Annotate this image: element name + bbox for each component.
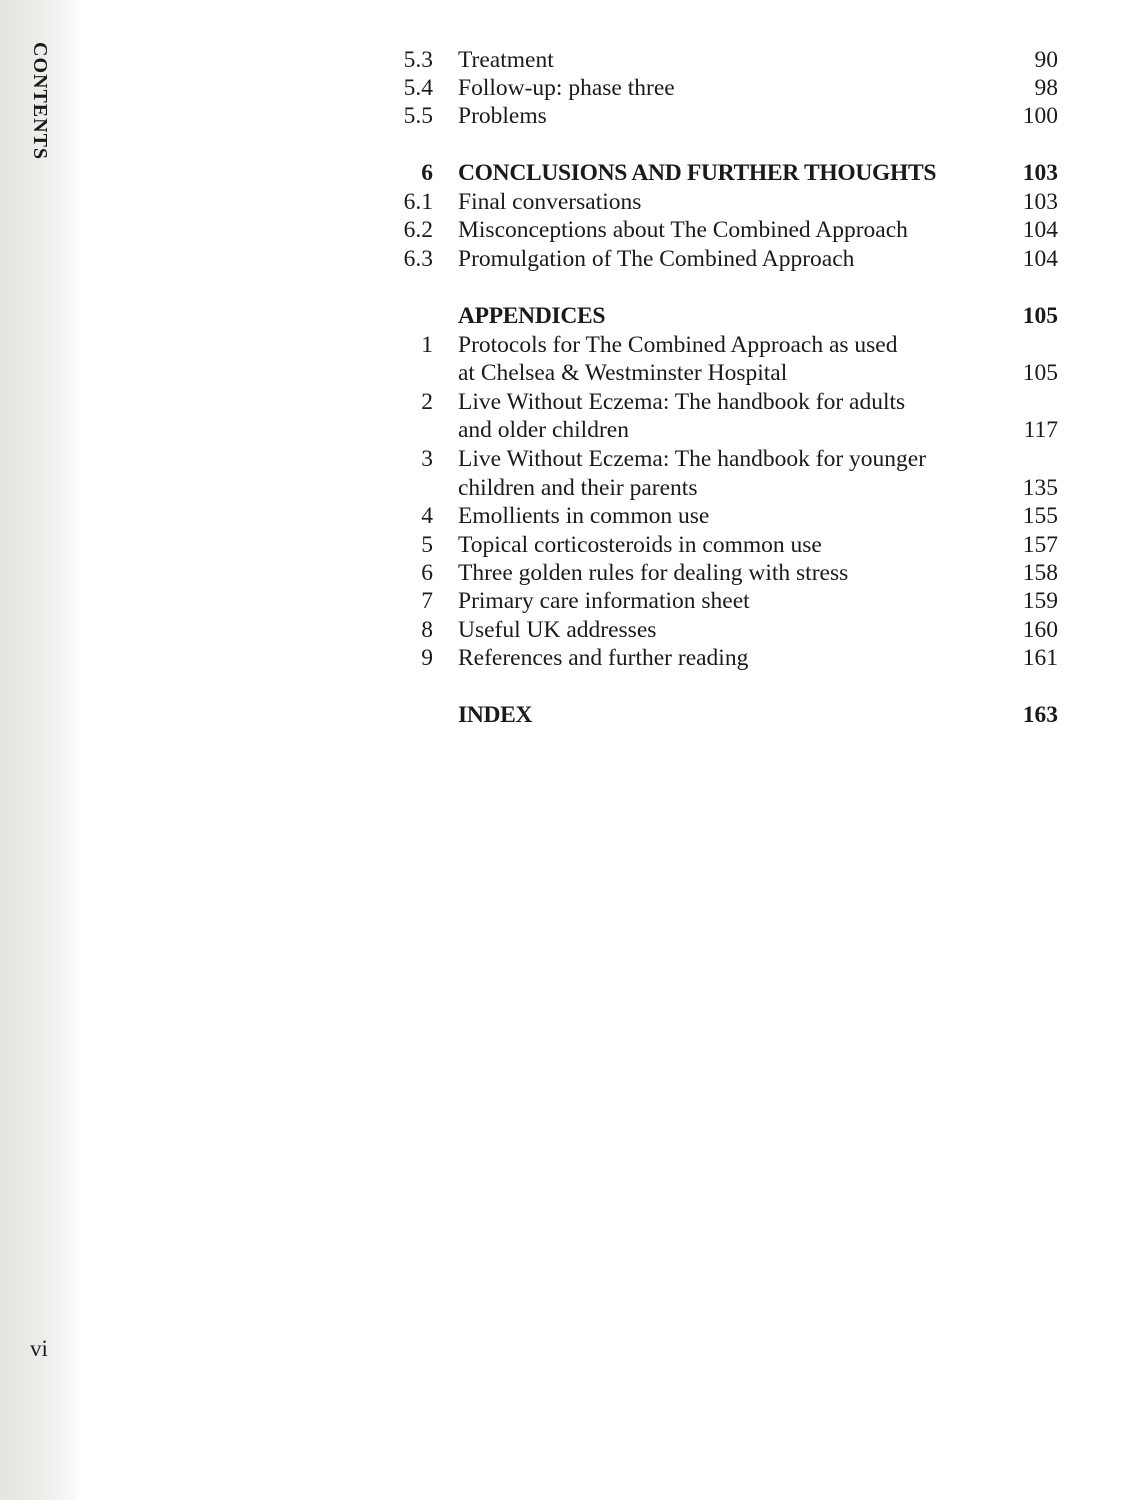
toc-entry-title-line2: at Chelsea & Westminster Hospital (458, 360, 788, 386)
toc-entry-title: Promulgation of The Combined Approach (458, 246, 855, 272)
toc-entry-page: 104 (1022, 246, 1058, 272)
toc-entry-title: Treatment (458, 47, 554, 73)
toc-entry-page: 159 (1022, 588, 1058, 614)
toc-entry-title: Final conversations (458, 189, 642, 215)
toc-entry-page: 155 (1022, 503, 1058, 529)
toc-chapter-page: 105 (1022, 303, 1058, 329)
toc-chapter-number: 6 (421, 160, 433, 186)
page-number: vi (30, 1336, 48, 1361)
running-head: CONTENTS (29, 42, 51, 161)
toc-entry-number: 9 (421, 645, 433, 671)
page-gutter (0, 0, 78, 1500)
toc-entry-number: 6 (421, 560, 433, 586)
toc-entry-number: 2 (421, 389, 433, 415)
toc-entry-title: References and further reading (458, 645, 749, 671)
toc-entry-page: 117 (1023, 417, 1058, 443)
toc-entry-page: 158 (1022, 560, 1058, 586)
toc-entry-title-line2: children and their parents (458, 475, 698, 501)
toc-entry-title-line2: and older children (458, 417, 629, 443)
toc-entry-number: 5.5 (403, 103, 433, 129)
toc-entry-title: Three golden rules for dealing with stress (458, 560, 849, 586)
toc-entry-page: 98 (1034, 75, 1058, 101)
toc-entry-title: Protocols for The Combined Approach as used (458, 332, 898, 358)
toc-entry-number: 8 (421, 617, 433, 643)
toc-entry-title: Live Without Eczema: The handbook for adults (458, 389, 906, 415)
toc-entry-number: 7 (421, 588, 433, 614)
toc-entry-number: 6.2 (403, 217, 433, 243)
toc-entry-number: 1 (421, 332, 433, 358)
toc-chapter-title: APPENDICES (458, 303, 606, 329)
toc-entry-number: 6.3 (403, 246, 433, 272)
toc-chapter-page: 163 (1022, 702, 1058, 728)
toc-entry-page: 105 (1022, 360, 1058, 386)
toc-entry-title: Misconceptions about The Combined Approach (458, 217, 908, 243)
toc-entry-title: Emollients in common use (458, 503, 710, 529)
toc-entry-page: 135 (1022, 475, 1058, 501)
toc-chapter-title: INDEX (458, 702, 533, 728)
toc-entry-page: 90 (1034, 47, 1058, 73)
toc-entry-number: 5 (421, 532, 433, 558)
toc-entry-page: 161 (1022, 645, 1058, 671)
toc-chapter-page: 103 (1022, 160, 1058, 186)
toc-entry-number: 5.3 (403, 47, 433, 73)
toc-entry-title: Topical corticosteroids in common use (458, 532, 822, 558)
toc-entry-page: 160 (1022, 617, 1058, 643)
toc-entry-number: 4 (421, 503, 433, 529)
toc-entry-number: 5.4 (403, 75, 433, 101)
toc-entry-number: 6.1 (403, 189, 433, 215)
toc-entry-page: 104 (1022, 217, 1058, 243)
toc-entry-title: Follow-up: phase three (458, 75, 675, 101)
toc-chapter-title: CONCLUSIONS AND FURTHER THOUGHTS (458, 160, 937, 186)
toc-entry-page: 100 (1022, 103, 1058, 129)
toc-entry-title: Problems (458, 103, 547, 129)
toc-entry-number: 3 (421, 446, 433, 472)
toc-entry-title: Primary care information sheet (458, 588, 750, 614)
toc-entry-page: 157 (1022, 532, 1058, 558)
toc-entry-title: Useful UK addresses (458, 617, 657, 643)
toc-entry-page: 103 (1022, 189, 1058, 215)
toc-entry-title: Live Without Eczema: The handbook for younger (458, 446, 927, 472)
